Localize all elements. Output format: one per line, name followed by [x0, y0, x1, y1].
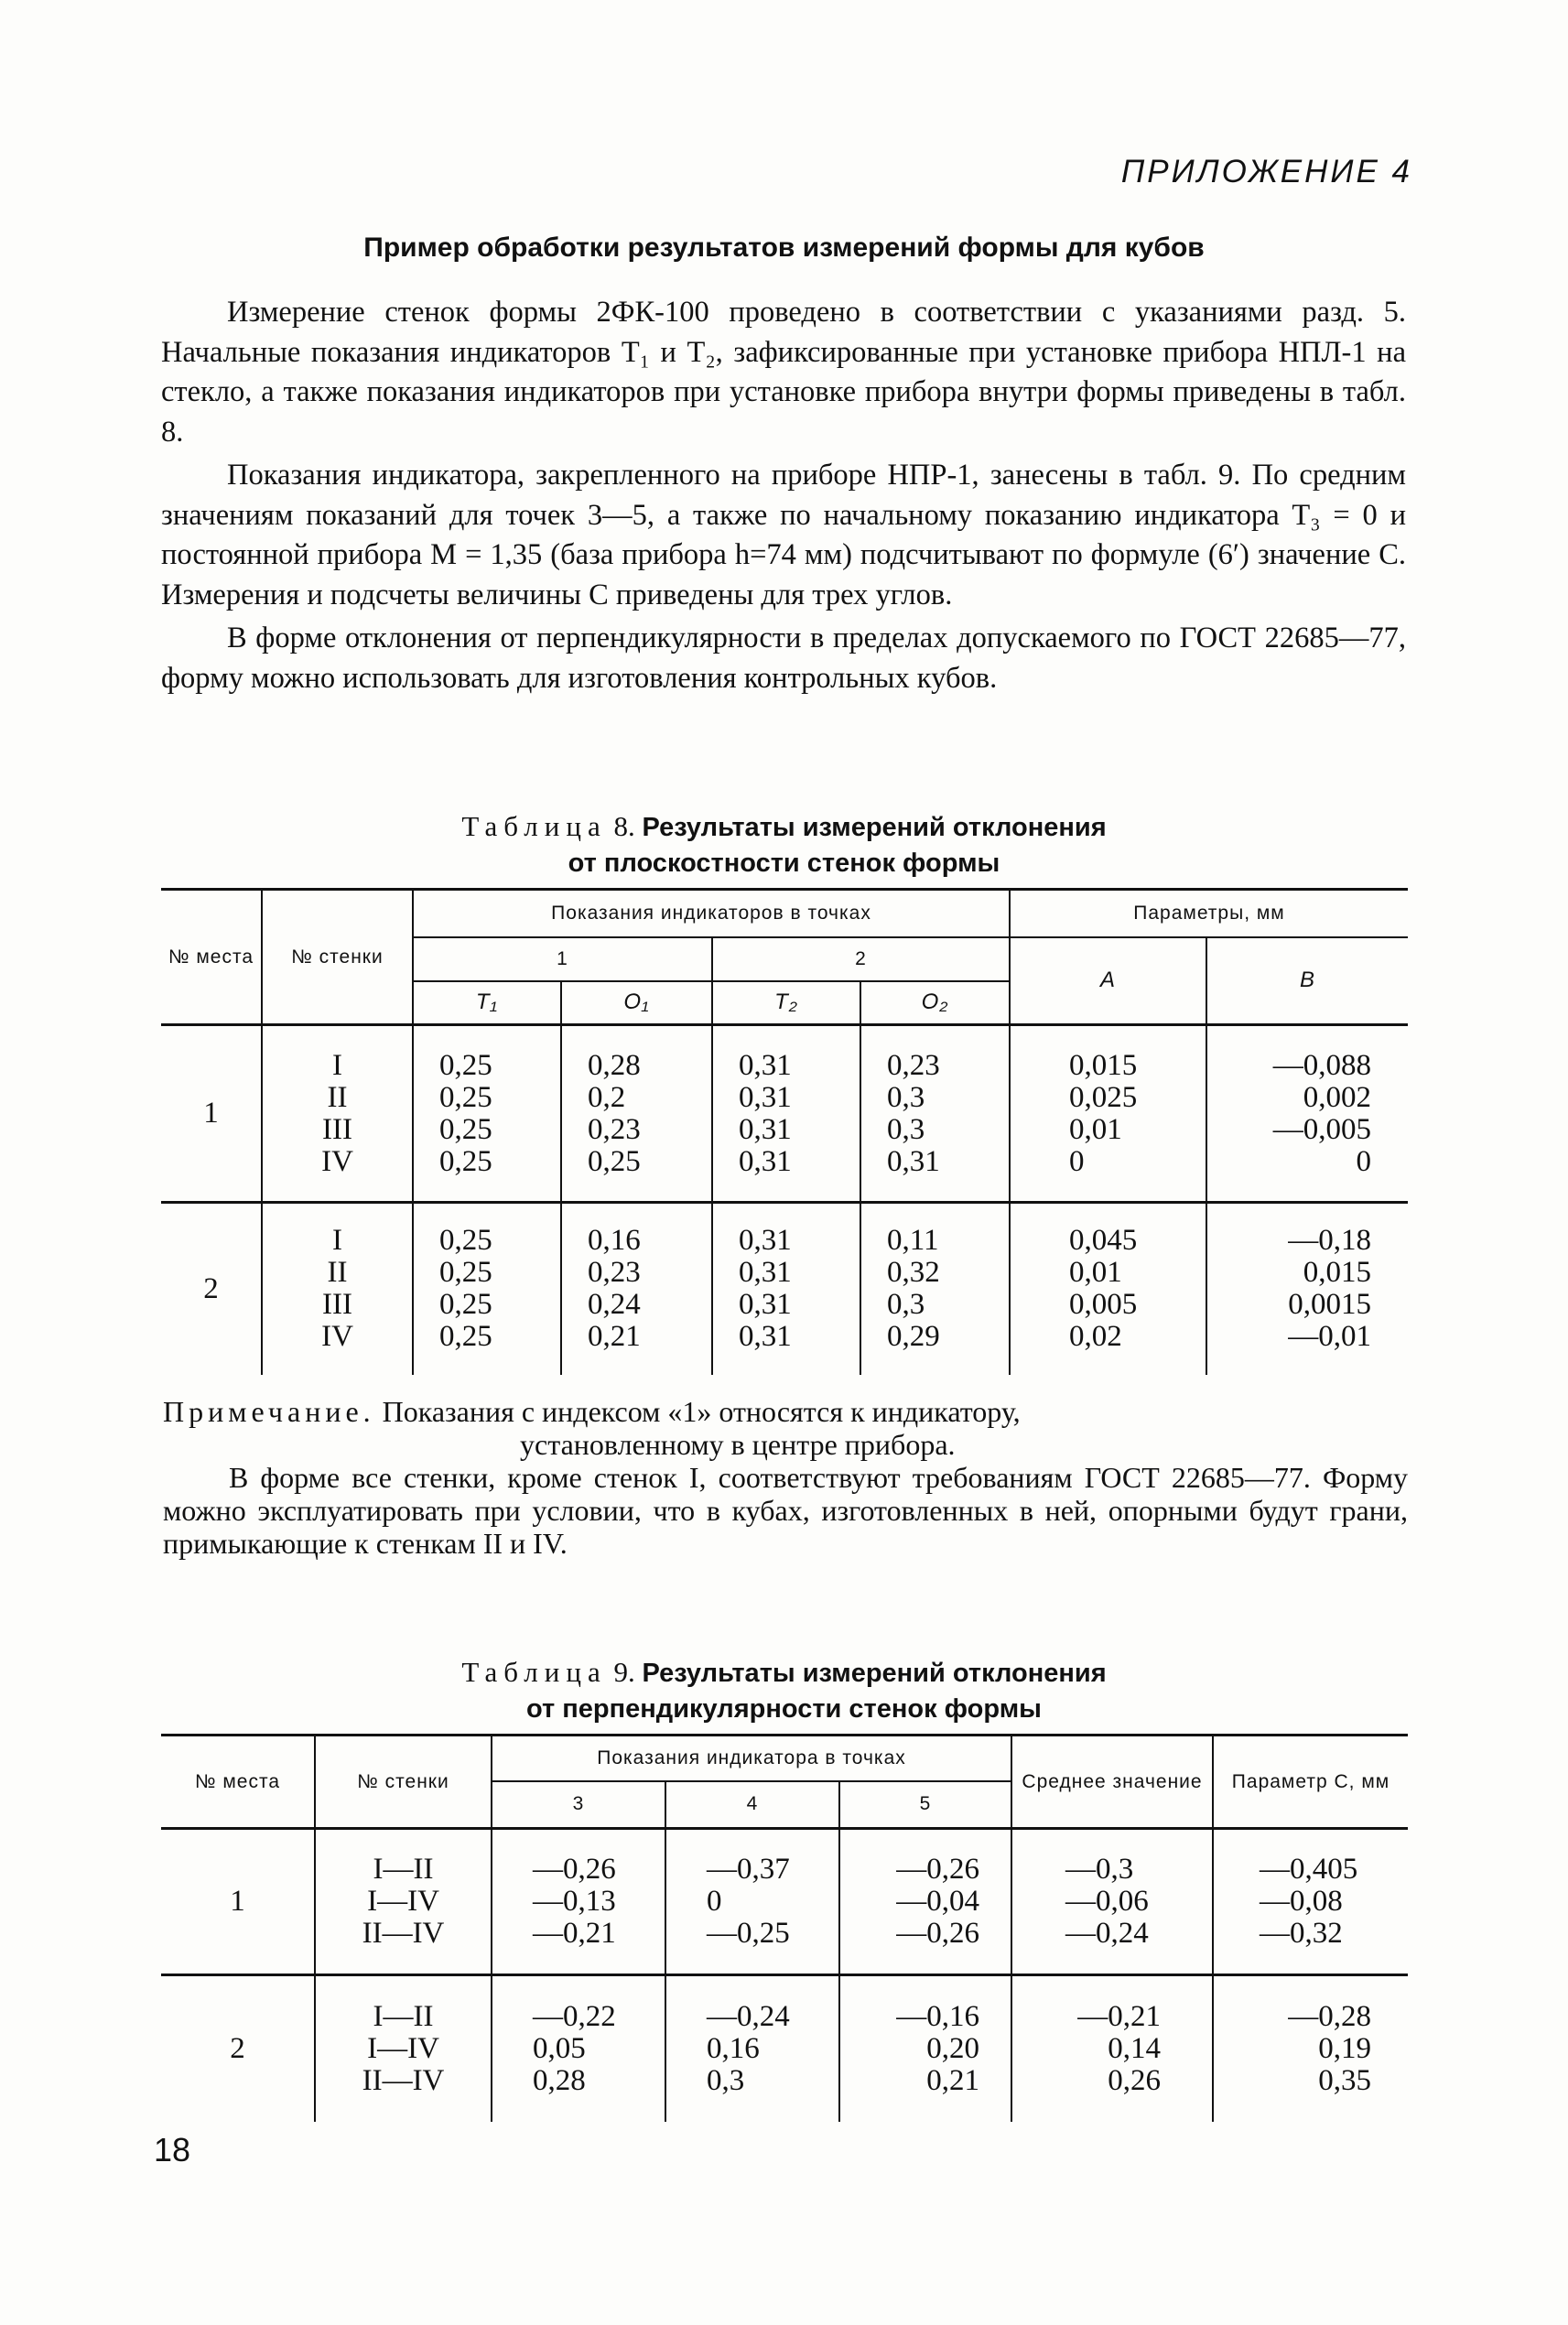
table9-p3-cells — [492, 1829, 665, 1975]
table8-t1-cells — [413, 1203, 561, 1375]
table9-cell: 0,16 — [707, 2031, 760, 2065]
table9-wall: I—IV — [367, 2031, 439, 2065]
table8-cell: 0,25 — [439, 1048, 492, 1082]
table9-cell: —0,26 — [533, 1853, 616, 1886]
table8-cell: 0,005 — [1069, 1288, 1138, 1322]
table8-cell: 0,29 — [887, 1320, 940, 1354]
table8-o2-cells — [860, 1203, 1010, 1375]
note-line2: установленному в центре прибора. — [520, 1428, 956, 1461]
table8-cell: 0,31 — [739, 1112, 792, 1146]
table9-caption-number: 9. — [613, 1656, 635, 1688]
table8-wall: II — [327, 1080, 348, 1114]
table8-cell: 0,025 — [1069, 1080, 1138, 1114]
table8-cell: 0,0015 — [1288, 1288, 1371, 1322]
table8-cell: 0,32 — [887, 1256, 940, 1290]
table8-cell: 0,3 — [887, 1112, 925, 1146]
table8-cell: 0,31 — [887, 1144, 940, 1178]
table9-caption — [0, 1655, 1568, 1726]
paragraph-1: Измерение стенок формы 2ФК-100 проведено в соответствии с указаниями разд. 5. Начальные показания индикаторов T₁ и T₂, зафиксированные при установке прибора НПЛ-1 на стекло, а также показания индикаторов при установке прибора внутри формы приведены в табл. 8. — [161, 296, 1406, 449]
table9-caption-line2: от перпендикулярности стенок формы — [526, 1694, 1042, 1724]
table8-header-t2: T₂ — [712, 981, 860, 1025]
table8-cell: 0,31 — [739, 1320, 792, 1354]
table9-cell: —0,25 — [707, 1917, 790, 1950]
table9-wall: I—IV — [367, 1885, 439, 1918]
table9-caption-prefix: Таблица — [461, 1656, 607, 1688]
table9-mean-cells — [1011, 1975, 1213, 2122]
table8 — [161, 888, 1408, 1375]
table9 — [161, 1734, 1408, 2122]
table8-b-cells — [1206, 1025, 1408, 1203]
table8-header-o2: O₂ — [860, 981, 1010, 1025]
table9-wall: I—II — [373, 1999, 434, 2033]
table9-c-cells — [1213, 1829, 1408, 1975]
table9-p5-cells — [839, 1829, 1011, 1975]
table8-cell: 0,02 — [1069, 1320, 1122, 1354]
table8-cell: —0,18 — [1288, 1224, 1371, 1258]
table9-cell: —0,22 — [533, 1999, 616, 2033]
table8-cell: —0,01 — [1288, 1320, 1371, 1354]
table9-header-p4: 4 — [665, 1781, 839, 1829]
table9-wall: II—IV — [362, 2063, 445, 2097]
table8-caption-line1: Результаты измерений отклонения — [642, 813, 1107, 842]
table9-c-cells — [1213, 1975, 1408, 2122]
table9-cell: 0,26 — [1108, 2063, 1161, 2097]
note-line1: Показания с индексом «1» относятся к индикатору, — [382, 1395, 1021, 1428]
note-label: Примечание. — [163, 1395, 375, 1428]
table8-wall: III — [322, 1112, 352, 1146]
table8-header-a: A — [1010, 937, 1206, 1025]
table9-cell: —0,37 — [707, 1853, 790, 1886]
paragraph-2: Показания индикатора, закрепленного на приборе НПР-1, занесены в табл. 9. По средним значениям показаний для точек 3—5, а также по начальному показанию индикатора T₃ = 0 и постоянной прибора M = 1,35 (база прибора h=74 мм) подсчитывают по формуле (6′) значение C. Измерения и подсчеты величины C приведены для трех углов. — [161, 459, 1406, 611]
table8-caption-line2: от плоскостности стенок формы — [568, 849, 1000, 878]
table8-header-o1: O₁ — [561, 981, 712, 1025]
table8-t2-cells — [712, 1203, 860, 1375]
table8-cell: 0,01 — [1069, 1112, 1122, 1146]
table8-cell: 0,3 — [887, 1288, 925, 1322]
table8-cell: 0,015 — [1303, 1256, 1371, 1290]
table8-group-1 — [161, 1025, 1408, 1203]
table8-place: 1 — [161, 1025, 262, 1203]
table8-cell: 0,31 — [739, 1144, 792, 1178]
table9-header-readings: Показания индикатора в точках — [492, 1736, 1011, 1781]
table8-cell: 0,21 — [588, 1320, 641, 1354]
table8-cell: 0,23 — [588, 1256, 641, 1290]
table8-cell: 0,25 — [588, 1144, 641, 1178]
table8-cell: 0,31 — [739, 1048, 792, 1082]
table9-cell: —0,26 — [896, 1853, 979, 1886]
table8-cell: 0,25 — [439, 1144, 492, 1178]
table8-cell: 0 — [1069, 1144, 1085, 1178]
table8-o2-cells — [860, 1025, 1010, 1203]
table9-cell: 0,3 — [707, 2063, 745, 2097]
table9-wall: I—II — [373, 1853, 434, 1886]
page-title: Пример обработки результатов измерений формы для кубов — [363, 232, 1205, 263]
table9-header-mean: Среднее значение — [1011, 1736, 1213, 1829]
table8-cell: 0,23 — [887, 1048, 940, 1082]
table9-p4-cells — [665, 1829, 839, 1975]
table8-wall: II — [327, 1256, 348, 1290]
table8-header-place: № места — [161, 890, 262, 1025]
table9-wall: II—IV — [362, 1917, 445, 1950]
table8-o1-cells — [561, 1203, 712, 1375]
table9-cell: 0,20 — [926, 2031, 979, 2065]
table8-cell: 0,31 — [739, 1256, 792, 1290]
table9-cell: 0,14 — [1108, 2031, 1161, 2065]
table8-cell: 0 — [1356, 1144, 1371, 1178]
table8-header-b: B — [1206, 937, 1408, 1025]
table8-a-cells — [1010, 1025, 1206, 1203]
body-text — [161, 293, 1406, 702]
table8-place: 2 — [203, 1271, 219, 1305]
table8-header-params: Параметры, мм — [1010, 890, 1408, 937]
table8-t2-cells — [712, 1025, 860, 1203]
table8-wall: I — [332, 1048, 342, 1082]
table8-header-readings: Показания индикаторов в точках — [413, 890, 1010, 937]
table9-cell: —0,26 — [896, 1917, 979, 1950]
table9-place: 2 — [230, 2031, 245, 2065]
table8-cell: 0,31 — [739, 1224, 792, 1258]
table8-caption — [0, 809, 1568, 881]
table9-cell: 0,05 — [533, 2031, 586, 2065]
table8-cell: 0,25 — [439, 1256, 492, 1290]
page-number: 18 — [154, 2131, 191, 2168]
note-paragraph: В форме все стенки, кроме стенок I, соответствуют требованиям ГОСТ 22685—77. Форму можно эксплуатировать при условии, что в кубах, изготовленных в ней, опорными будут грани, примыкающие к стенкам II и IV. — [163, 1461, 1408, 1560]
table8-walls — [262, 1025, 413, 1203]
table9-p4-cells — [665, 1975, 839, 2122]
table9-cell: —0,13 — [533, 1885, 616, 1918]
table8-wall: IV — [321, 1144, 353, 1178]
table9-cell: —0,04 — [896, 1885, 979, 1918]
table9-cell: 0,21 — [926, 2063, 979, 2097]
table9-header-p3: 3 — [492, 1781, 665, 1829]
table8-cell: 0,16 — [588, 1224, 641, 1258]
table9-walls — [315, 1829, 492, 1975]
table9-header-param: Параметр C, мм — [1213, 1736, 1408, 1829]
table8-cell: 0,3 — [887, 1080, 925, 1114]
table9-cell: —0,21 — [1077, 1999, 1161, 2033]
table8-cell: 0,24 — [588, 1288, 641, 1322]
table8-t1-cells — [413, 1025, 561, 1203]
table9-group-1 — [161, 1829, 1408, 1975]
table9-cell: 0,19 — [1318, 2031, 1371, 2065]
table8-header-wall: № стенки — [262, 890, 413, 1025]
table8-cell: —0,005 — [1272, 1112, 1371, 1146]
table8-wall: I — [332, 1224, 342, 1258]
table9-cell: —0,08 — [1260, 1885, 1343, 1918]
table8-cell: 0,01 — [1069, 1256, 1122, 1290]
table9-header-p5: 5 — [839, 1781, 1011, 1829]
table8-header-point2: 2 — [712, 937, 1010, 981]
table8-cell: —0,088 — [1272, 1048, 1371, 1082]
table9-cell: 0,28 — [533, 2063, 586, 2097]
table8-group-2 — [161, 1203, 1408, 1375]
table9-cell: 0,35 — [1318, 2063, 1371, 2097]
paragraph-3: В форме отклонения от перпендикулярности в пределах допускаемого по ГОСТ 22685—77, форму можно использовать для изготовления контрольных кубов. — [161, 622, 1406, 695]
table8-a-cells — [1010, 1203, 1206, 1375]
table8-cell: 0,045 — [1069, 1224, 1138, 1258]
table8-cell: 0,28 — [588, 1048, 641, 1082]
table8-b-cells — [1206, 1203, 1408, 1375]
table8-cell: 0,25 — [439, 1112, 492, 1146]
table9-p5-cells — [839, 1975, 1011, 2122]
table9-cell: 0 — [707, 1885, 722, 1918]
table9-cell: —0,24 — [707, 1999, 790, 2033]
table8-cell: 0,25 — [439, 1224, 492, 1258]
table8-caption-number: 8. — [613, 810, 635, 842]
table9-place: 1 — [161, 1829, 315, 1975]
appendix-label: ПРИЛОЖЕНИЕ 4 — [1120, 154, 1412, 189]
table8-caption-prefix: Таблица — [461, 810, 607, 842]
table9-header-place: № места — [161, 1736, 315, 1829]
table8-wall: IV — [321, 1320, 353, 1354]
table8-cell: 0,015 — [1069, 1048, 1138, 1082]
table9-cell: —0,06 — [1065, 1885, 1149, 1918]
table8-header-point1: 1 — [413, 937, 712, 981]
table8-cell: 0,25 — [439, 1080, 492, 1114]
table8-note — [163, 1395, 1408, 1560]
table9-cell: —0,21 — [533, 1917, 616, 1950]
table8-cell: 0,31 — [739, 1080, 792, 1114]
table9-p3-cells — [492, 1975, 665, 2122]
table8-cell: 0,31 — [739, 1288, 792, 1322]
table8-cell: 0,23 — [588, 1112, 641, 1146]
table9-mean-cells — [1011, 1829, 1213, 1975]
table9-header-wall: № стенки — [315, 1736, 492, 1829]
table9-caption-line1: Результаты измерений отклонения — [642, 1659, 1107, 1688]
table8-header-t1: T₁ — [413, 981, 561, 1025]
table9-cell: —0,16 — [896, 1999, 979, 2033]
table8-cell: 0,11 — [887, 1224, 939, 1258]
table8-o1-cells — [561, 1025, 712, 1203]
table9-cell: —0,32 — [1260, 1917, 1343, 1950]
table8-cell: 0,2 — [588, 1080, 626, 1114]
table8-wall: III — [322, 1288, 352, 1322]
table9-cell: —0,28 — [1288, 1999, 1371, 2033]
table9-cell: —0,24 — [1065, 1917, 1149, 1950]
table9-cell: —0,405 — [1260, 1853, 1358, 1886]
table8-cell: 0,25 — [439, 1320, 492, 1354]
table9-walls — [315, 1975, 492, 2122]
table8-walls — [262, 1203, 413, 1375]
table9-cell: —0,3 — [1065, 1853, 1134, 1886]
table9-group-2 — [161, 1975, 1408, 2122]
table8-cell: 0,25 — [439, 1288, 492, 1322]
table8-cell: 0,002 — [1303, 1080, 1371, 1114]
